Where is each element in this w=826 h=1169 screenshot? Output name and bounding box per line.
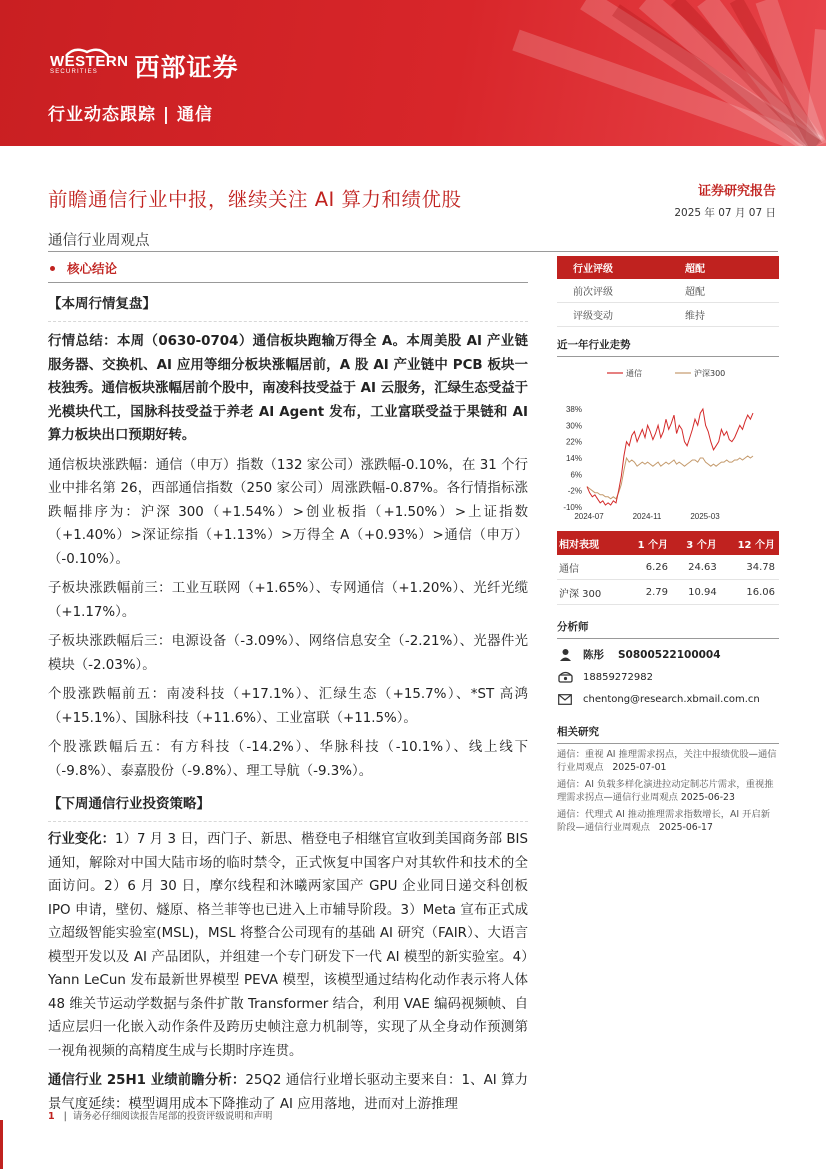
series-line-csi300	[587, 456, 753, 499]
legend-label: 沪深300	[694, 369, 726, 378]
x-tick-label: 2024-11	[632, 512, 662, 521]
x-tick-label: 2025-03	[690, 512, 720, 521]
logo-english	[50, 53, 129, 76]
performance-cell: 通信	[557, 555, 623, 580]
page-footer	[48, 1108, 272, 1122]
performance-cell: 24.63	[672, 555, 721, 580]
related-research-label: 相关研究	[557, 724, 779, 744]
y-tick-label: -2%	[567, 486, 582, 496]
main-column	[48, 258, 528, 1116]
analyst-name-row	[557, 647, 779, 662]
trend-chart-label: 近一年行业走势	[557, 337, 779, 357]
performance-cell: 6.26	[623, 555, 672, 580]
corner-decoration	[0, 1120, 10, 1169]
x-tick-label: 2024-07	[574, 512, 604, 521]
performance-cell: 10.94	[672, 580, 721, 605]
page-number: 1	[48, 1111, 55, 1122]
company-logo	[50, 48, 239, 84]
related-item-date: 2025-06-23	[680, 792, 735, 803]
core-conclusion-heading	[48, 258, 528, 283]
related-item[interactable]	[557, 808, 779, 834]
y-tick-label: 30%	[565, 421, 582, 431]
performance-header: 12 个月	[721, 531, 779, 555]
analyst-email[interactable]: chentong@research.xbmail.com.cn	[583, 693, 760, 705]
analyst-name: 陈彤	[583, 649, 604, 661]
subsector-top3: 子板块涨跌幅前三：工业互联网（+1.65%）、专网通信（+1.20%）、光纤光缆（+1.17%）。	[48, 581, 528, 620]
footer-disclaimer: 请务必仔细阅读报告尾部的投资评级说明和声明	[72, 1111, 273, 1122]
phone-icon	[557, 670, 573, 684]
rating-row	[557, 256, 779, 279]
related-item-text: 通信：重视 AI 推理需求拐点，关注中报绩优股—通信行业周观点	[557, 749, 777, 773]
report-date: 2025 年 07 月 07 日	[674, 207, 776, 219]
rating-key: 前次评级	[557, 279, 684, 303]
y-tick-label: 22%	[565, 437, 582, 447]
banner-fan-graphic	[346, 0, 826, 146]
industry-change-body: 1）7 月 3 日，西门子、新思、楷登电子相继官宣收到美国商务部 BIS 通知，解除对中国大陆市场的临时禁令，正式恢复中国客户对其软件和技术的全面访问。2）6 月 30 日，摩尔线程和沐曦两家国产 GPU 企业同日递交科创板 IPO 申请，壁仞、燧原、格兰菲等也已进入上市辅导阶段。3）Meta 宣布正式成立超级智能实验室(MSL)，MSL 将整合公司现有的基础 AI 研究（FAIR）、大语言模型开发以及 AI 产品团队，并组建一个专门研发下一代 AI 模型的新实验室。4）Yann LeCun 发布最新世界模型 PEVA 模型，该模型通过结构化动作表示将人体 48 维关节运动学数据与条件扩散 Transformer 结合，利用 VAE 编码视频帧、自适应层归一化嵌入动作条件及跨历史帧注意力机制等，实现了从全身动作预测第一视角视频的高精度生成与长期时序连贯。	[48, 832, 528, 1059]
title-divider	[48, 251, 778, 252]
stock-bottom5: 个股涨跌幅后五：有方科技（-14.2%）、华脉科技（-10.1%）、线上线下（-9.8%）、泰嘉股份（-9.8%）、理工导航（-9.3%）。	[48, 740, 528, 779]
bullet-icon	[50, 266, 55, 271]
email-icon	[557, 692, 573, 706]
performance-header: 相对表现	[557, 531, 623, 555]
performance-table	[557, 531, 779, 605]
logo-en-text: WESTERN	[50, 53, 129, 70]
report-subtitle: 通信行业周观点	[48, 233, 150, 249]
stock-top5: 个股涨跌幅前五：南凌科技（+17.1%）、汇绿生态（+15.7%）、*ST 高鸿（+15.1%）、国脉科技（+11.6%）、工业富联（+11.5%）。	[48, 687, 528, 726]
report-type: 证券研究报告	[697, 184, 776, 199]
trend-chart-svg	[557, 361, 779, 531]
rating-table	[557, 256, 779, 327]
industry-change-lead: 行业变化：	[48, 832, 116, 847]
related-item[interactable]	[557, 778, 779, 804]
performance-header-row	[557, 531, 779, 555]
h1-preview-body: 25Q2 通信行业增长驱动主要来自：1、AI 算力景气度延续：模型调用成本下降推动了 AI 应用落地，进而对上游推理	[48, 1073, 528, 1112]
footer-separator: |	[63, 1111, 70, 1122]
rating-value: 维持	[684, 303, 779, 327]
y-tick-label: 6%	[570, 470, 582, 480]
related-item[interactable]	[557, 748, 779, 774]
logo-en-sub: SECURITIES	[50, 69, 99, 75]
industry-change	[48, 828, 528, 1063]
y-tick-label: 14%	[565, 454, 582, 463]
h1-preview-lead: 通信行业 25H1 业绩前瞻分析：	[48, 1073, 246, 1088]
performance-header: 3 个月	[672, 531, 721, 555]
analyst-email-row	[557, 692, 779, 706]
market-summary-text: 行情总结：本周（0630-0704）通信板块跑输万得全 A。本周美股 AI 产业链服务器、交换机、AI 应用等细分板块涨幅居前，A 股 AI 产业链中 PCB 板块一枝独秀。通信板块涨幅居前个股中，南凌科技受益于 AI 云服务，汇绿生态受益于光模块代工，国脉科技受益于养老 AI Agent 发布，工业富联受益于果链和 AI 算力板块出口预期好转。	[48, 334, 528, 443]
series-line-telecom	[587, 409, 753, 505]
analyst-label: 分析师	[557, 619, 779, 639]
report-category: 行业动态跟踪 | 通信	[48, 105, 214, 125]
analyst-phone-row	[557, 670, 779, 684]
rating-key: 评级变动	[557, 303, 684, 327]
related-item-text: 通信：AI 负载多样化演进拉动定制芯片需求，重视推理需求拐点—通信行业周观点	[557, 779, 774, 803]
logo-chinese: 西部证券	[134, 53, 239, 82]
trend-chart	[557, 361, 779, 531]
rating-row	[557, 279, 779, 303]
person-icon	[557, 648, 573, 662]
rating-value: 超配	[684, 256, 779, 279]
performance-cell: 16.06	[721, 580, 779, 605]
analyst-phone: 18859272982	[583, 671, 653, 683]
header-banner	[0, 0, 826, 146]
performance-row	[557, 555, 779, 580]
y-tick-label: 38%	[565, 405, 582, 414]
related-item-date: 2025-06-17	[658, 822, 713, 833]
report-title: 前瞻通信行业中报，继续关注 AI 算力和绩优股	[48, 188, 462, 211]
subsector-bottom3: 子板块涨跌幅后三：电源设备（-3.09%）、网络信息安全（-2.21%）、光器件光模块（-2.03%）。	[48, 634, 528, 673]
performance-cell: 沪深 300	[557, 580, 623, 605]
performance-cell: 34.78	[721, 555, 779, 580]
performance-cell: 2.79	[623, 580, 672, 605]
logo-bull-icon	[64, 46, 110, 58]
section-weekly-review: 【本周行情复盘】	[48, 291, 528, 322]
market-summary	[48, 330, 528, 448]
performance-row	[557, 580, 779, 605]
related-item-text: 通信：代理式 AI 推动推理需求指数增长，AI 开启新阶段—通信行业周观点	[557, 809, 771, 833]
analyst-license: S0800522100004	[618, 648, 721, 661]
sector-change-paragraph: 通信板块涨跌幅：通信（申万）指数（132 家公司）涨跌幅-0.10%，在 31 个行业中排名第 26，西部通信指数（250 家公司）周涨跌幅-0.87%。各行情指标涨跌幅排序为：沪深 300（+1.54%）>创业板指（+1.50%）>上证指数（+1.40%）>深证综指（+1.13%）>万得全 A（+0.93%）>通信（申万）（-0.10%）。	[48, 457, 528, 567]
rating-value: 超配	[684, 279, 779, 303]
section-strategy: 【下周通信行业投资策略】	[48, 791, 528, 822]
y-tick-label: -10%	[563, 503, 582, 512]
rating-row	[557, 303, 779, 327]
legend-label: 通信	[626, 369, 642, 378]
sidebar	[557, 256, 779, 834]
related-item-date: 2025-07-01	[612, 762, 667, 773]
rating-key: 行业评级	[557, 256, 684, 279]
performance-header: 1 个月	[623, 531, 672, 555]
core-conclusion-label: 核心结论	[67, 261, 118, 276]
